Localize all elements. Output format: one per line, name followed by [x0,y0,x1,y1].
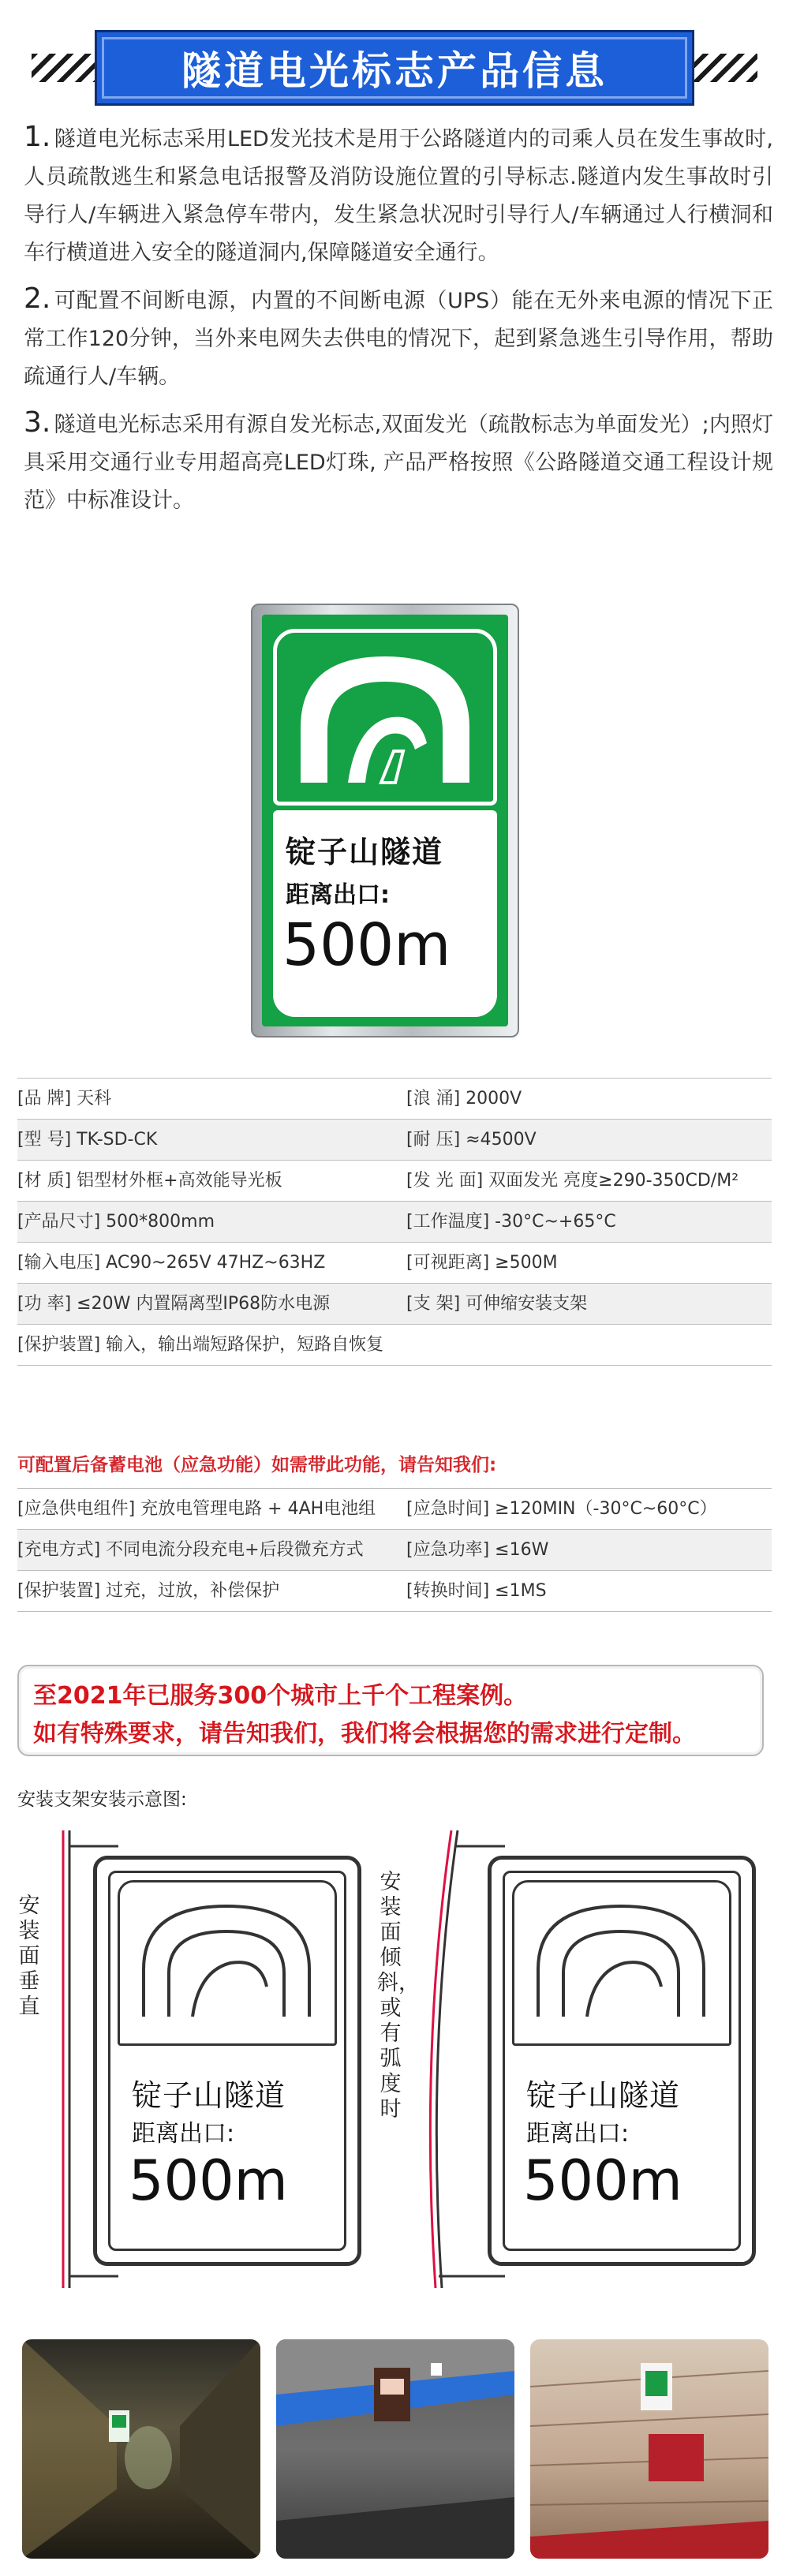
spec-cell: [品 牌] 天科 [17,1089,112,1109]
battery-option-note: 可配置后备蓄电池（应急功能）如需带此功能，请告知我们: [17,1455,497,1475]
spec-row [17,1489,772,1530]
service-banner [17,1665,764,1756]
sign-distance-value: 500m [282,911,451,979]
spec-table [17,1078,772,1366]
tunnel-outline-icon [514,1882,727,2040]
intro-paragraph-1 [24,118,773,272]
sign-distance-label: 距离出口: [286,881,390,909]
install-diagram-title: 安装支架安装示意图: [17,1789,187,1810]
tunnel-photo-2 [276,2339,514,2559]
spec-cell: [功 率] ≤20W 内置隔离型IP68防水电源 [17,1294,331,1314]
sign-face [262,615,508,1026]
tunnel-photo-3 [530,2339,768,2559]
paragraph-number: 1. [24,121,51,153]
paragraph-number: 2. [24,282,51,315]
label-vertical-mount: 安装面垂直 [18,1894,40,2019]
intro-paragraph-2 [24,280,773,396]
diagram-sign-top [512,1880,731,2046]
spec-cell: [材 质] 铝型材外框+高效能导光板 [17,1171,282,1191]
spec-cell: [浪 涌] 2000V [406,1089,522,1109]
spec-row [17,1284,772,1325]
diagram-sign-inclined [488,1856,756,2266]
tunnel-scene-image [22,2339,260,2559]
spec-row [17,1161,772,1202]
spec-cell: [保护装置] 过充，过放，补偿保护 [17,1581,280,1601]
diagram-sign-top [118,1880,337,2046]
label-inclined-mount: 安装面倾斜，或有弧度时 [377,1870,420,2122]
spec-cell: [保护装置] 输入，输出端短路保护，短路自恢复 [17,1335,384,1355]
intro-paragraph-3 [24,404,773,520]
spec-row [17,1120,772,1161]
spec-cell: [转换时间] ≤1MS [406,1581,547,1601]
spec-row [17,1325,772,1366]
spec-cell: [应急时间] ≥120MIN（-30°C~60°C） [406,1499,717,1519]
tunnel-photo-1 [22,2339,260,2559]
product-sign-image [251,604,519,1038]
diagram-sign-name: 锭子山隧道 [526,2078,681,2113]
spec-row [17,1571,772,1612]
spec-cell: [型 号] TK-SD-CK [17,1130,158,1150]
diagram-sign-vertical [93,1856,361,2266]
paragraph-number: 3. [24,406,51,439]
header-banner [95,30,694,106]
tunnel-icon [277,633,493,802]
tunnel-scene-image [530,2339,768,2559]
spec-row [17,1530,772,1571]
banner-line-2: 如有特殊要求，请告知我们，我们将会根据您的需求进行定制。 [33,1720,696,1748]
spec-row [17,1243,772,1284]
spec-cell: [应急供电组件] 充放电管理电路 + 4AH电池组 [17,1499,376,1519]
paragraph-text: 隧道电光标志采用LED发光技术是用于公路隧道内的司乘人员在发生事故时,人员疏散逃生和紧急电话报警及消防设施位置的引导标志.隧道内发生事故时引导行人/车辆进入紧急停车带内，发生紧急状况时引导行人/车辆通过人行横洞和车行横道进入安全的隧道洞内,保障隧道安全通行。 [24,127,773,265]
spec-cell: [应急功率] ≤16W [406,1540,549,1560]
diagram-sign-distance: 距离出口: [526,2120,630,2148]
sign-tunnel-name: 锭子山隧道 [286,835,444,869]
spec-cell: [支 架] 可伸缩安装支架 [406,1294,588,1314]
spec-cell: [可视距离] ≥500M [406,1253,558,1273]
spec-cell: [发 光 面] 双面发光 亮度≥290-350CD/M² [406,1171,739,1191]
banner-line-1: 至2021年已服务300个城市上千个工程案例。 [33,1682,528,1710]
tunnel-outline-icon [120,1882,333,2040]
sign-text-panel [273,810,497,1017]
diagram-sign-value: 500m [129,2148,288,2213]
paragraph-text: 隧道电光标志采用有源自发光标志,双面发光（疏散标志为单面发光）;内照灯具采用交通行业专用超高亮LED灯珠, 产品严格按照《公路隧道交通工程设计规范》中标准设计。 [24,413,773,513]
install-diagram [0,1815,789,2320]
sign-tunnel-panel [273,629,497,806]
diagram-sign-value: 500m [523,2148,682,2213]
spec-cell: [充电方式] 不同电流分段充电+后段微充方式 [17,1540,364,1560]
diagram-sign-distance: 距离出口: [132,2120,235,2148]
spec-cell: [工作温度] -30°C~+65°C [406,1212,616,1232]
spec-cell: [耐 压] ≈4500V [406,1130,537,1150]
intro-section [24,118,773,528]
battery-spec-table [17,1488,772,1612]
spec-cell: [产品尺寸] 500*800mm [17,1212,215,1232]
page-header [0,30,789,106]
diagram-sign-name: 锭子山隧道 [132,2078,286,2113]
page-title: 隧道电光标志产品信息 [181,48,608,94]
spec-row [17,1079,772,1120]
spec-row [17,1202,772,1243]
paragraph-text: 可配置不间断电源，内置的不间断电源（UPS）能在无外来电源的情况下正常工作120分钟，当外来电网失去供电的情况下，起到紧急逃生引导作用，帮助疏通行人/车辆。 [24,289,773,389]
tunnel-scene-image [276,2339,514,2559]
spec-cell: [输入电压] AC90~265V 47HZ~63HZ [17,1253,326,1273]
